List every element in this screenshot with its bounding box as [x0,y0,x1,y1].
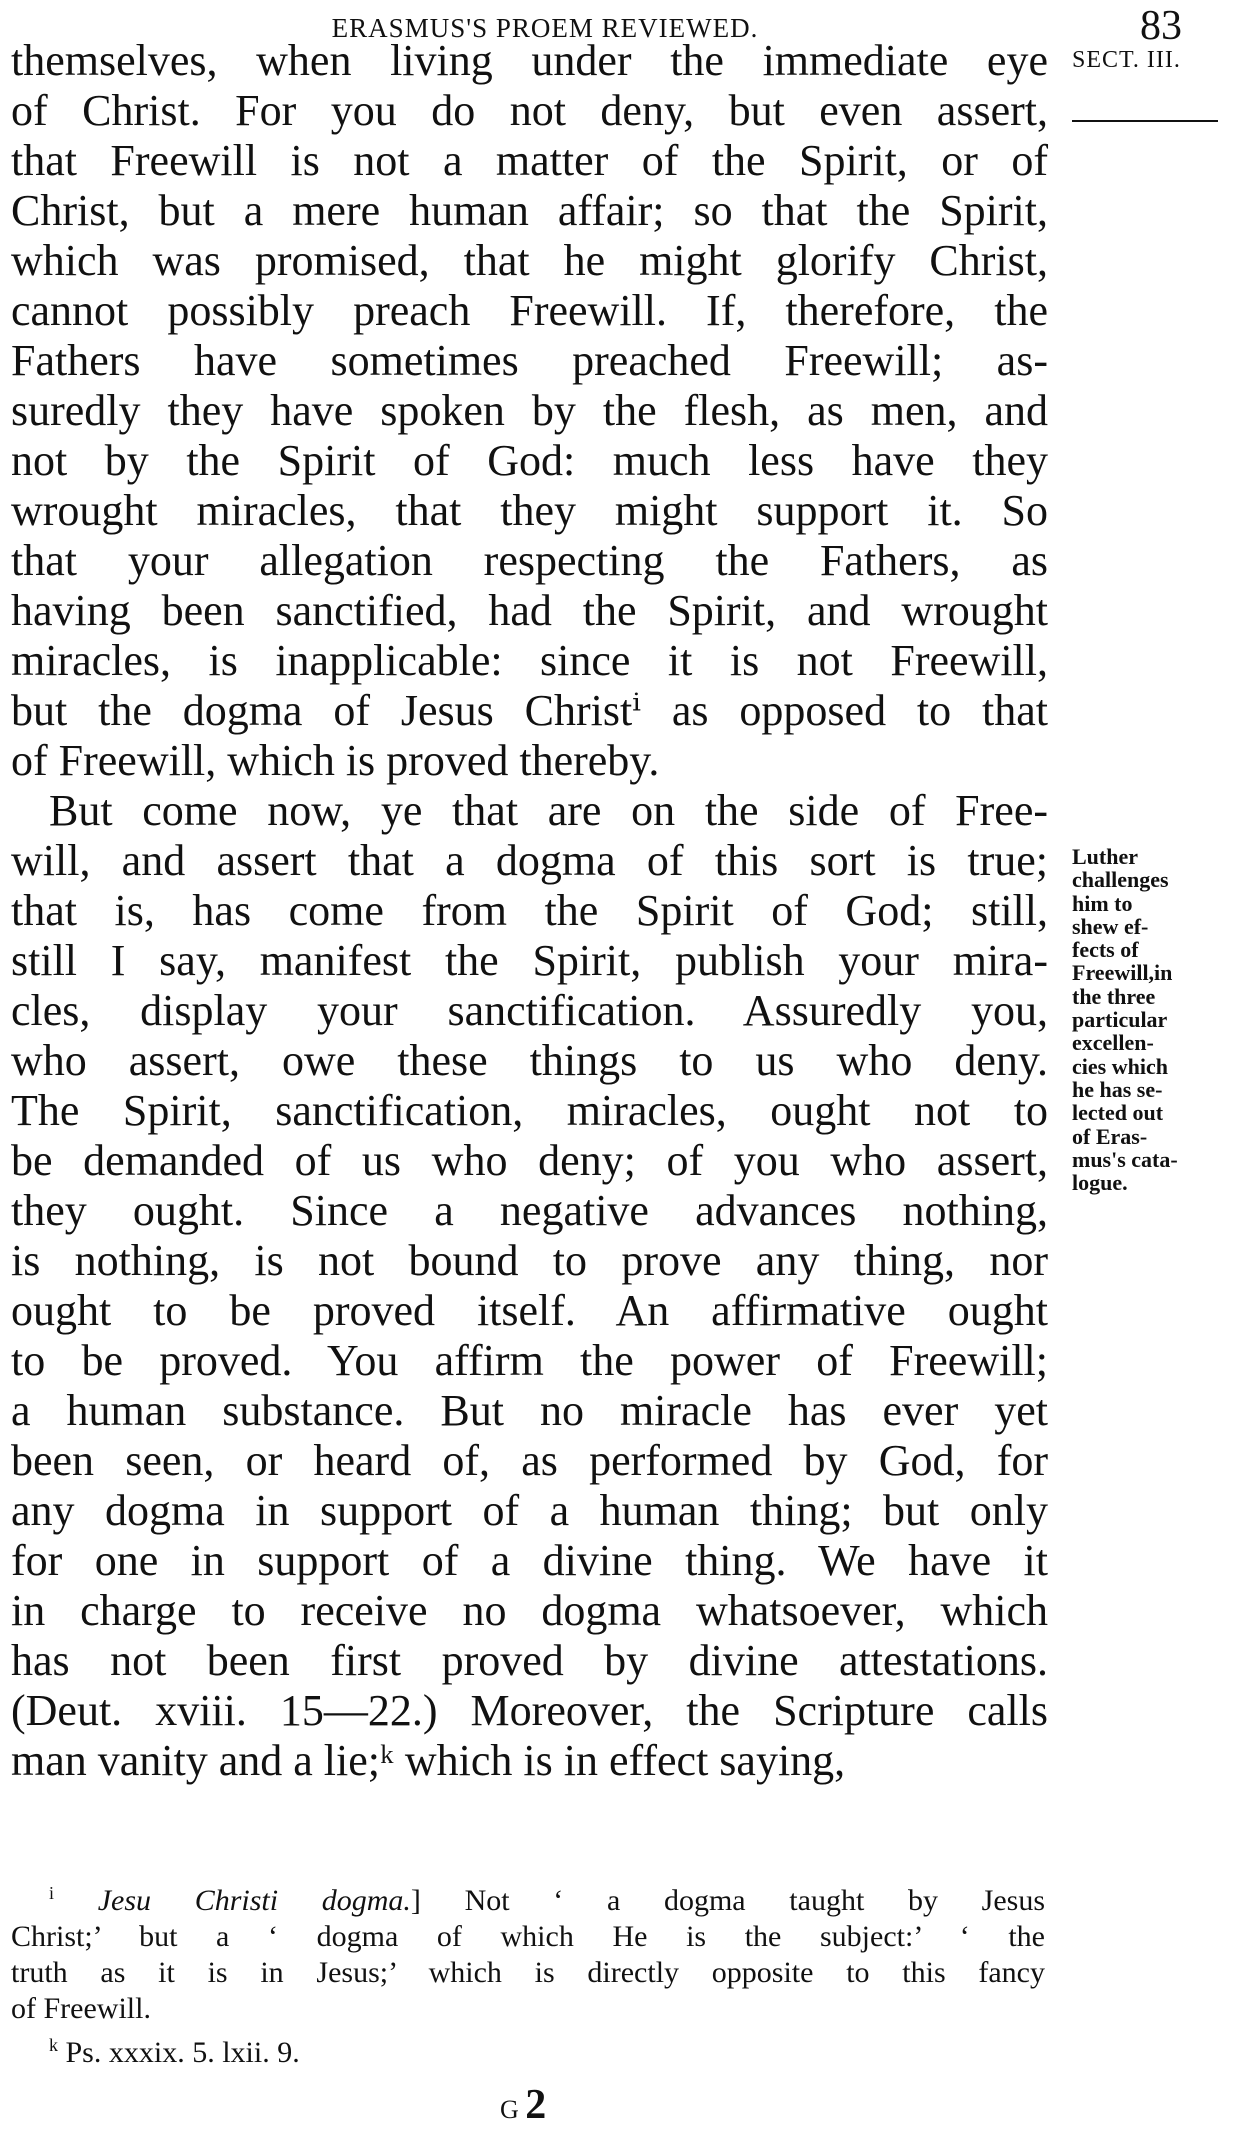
text-line: a human substance. But no miracle has ever yet [11,1386,1048,1435]
margin-note-line: Luther [1072,844,1138,869]
margin-note-line: logue. [1072,1170,1128,1196]
signature-letter: G [500,2095,519,2124]
main-text [11,36,1048,1786]
margin-note-line: he has se- [1072,1076,1163,1102]
footnote-marker: k [49,2035,58,2055]
text-line: wrought miracles, that they might support it. So [11,486,1048,535]
text-line: still I say, manifest the Spirit, publish your mira- [11,936,1048,985]
signature-number: 2 [525,2082,547,2128]
text-line: Christ, but a mere human affair; so that the Spirit, [11,186,1048,235]
text-line: will, and assert that a dogma of this sort is true; [11,836,1048,885]
text-line: suredly they have spoken by the flesh, as men, and [11,386,1048,435]
text-line: been seen, or heard of, as performed by God, for [11,1436,1048,1485]
text-line: cannot possibly preach Freewill. If, therefore, the [11,286,1048,335]
margin-note-line: particular [1072,1007,1168,1033]
text-line: man vanity and a lie;ᵏ which is in effect saying, [11,1736,846,1785]
text-line: that Freewill is not a matter of the Spirit, or of [11,136,1048,185]
text-line: for one in support of a divine thing. We have it [11,1536,1048,1585]
text-line: that is, has come from the Spirit of God; still, [11,886,1048,935]
text-line: to be proved. You affirm the power of Freewill; [11,1336,1048,1385]
footnotes [11,1875,1045,2071]
margin-note-line: cies which [1072,1053,1168,1079]
margin-note-line: of Eras- [1072,1123,1148,1149]
margin-note-line: Freewill,in [1072,960,1173,986]
footnote-latin: Jesu Christi dogma. [97,1884,411,1917]
text-line: who assert, owe these things to us who deny. [11,1036,1048,1085]
text-line: has not been first proved by divine attestations. [11,1636,1048,1685]
margin-note-line: excellen- [1072,1030,1154,1056]
text-line: any dogma in support of a human thing; but only [11,1486,1048,1535]
margin-note-line: lected out [1072,1100,1164,1126]
margin-note-line: him to [1072,890,1133,916]
running-title: ERASMUS'S PROEM REVIEWED. [331,13,759,43]
footnote-text: Ps. xxxix. 5. lxii. 9. [65,2036,300,2069]
footnote-i [11,1875,1045,1919]
text-line: having been sanctified, had the Spirit, and wrought [11,586,1048,635]
text-line: cles, display your sanctification. Assuredly you, [11,986,1048,1035]
section-rule [1072,120,1218,122]
margin-note [1072,845,1232,1194]
footnote-text: ] Not ‘ a dogma taught by Jesus [410,1884,1045,1917]
text-line: The Spirit, sanctification, miracles, ought not to [11,1086,1048,1135]
margin-note-line: mus's cata- [1072,1146,1178,1172]
text-line: of Christ. For you do not deny, but even assert, [11,86,1048,135]
section-label: SECT. III. [1072,47,1181,73]
text-line: (Deut. xviii. 15—22.) Moreover, the Scripture calls [11,1686,1048,1735]
text-line: be demanded of us who deny; of you who assert, [11,1136,1048,1185]
footnote-line: truth as it is in Jesus;’ which is directly opposite to this fancy [11,1956,1045,1989]
footnote-line: of Freewill. [11,1992,151,2025]
text-line: ought to be proved itself. An affirmative ought [11,1286,1048,1335]
text-line: they ought. Since a negative advances nothing, [11,1186,1048,1235]
margin-note-line: shew ef- [1072,913,1149,939]
footnote-k [11,2027,1045,2071]
margin-note-line: challenges [1072,867,1169,893]
footnote-marker: i [49,1883,55,1903]
text-line: is nothing, is not bound to prove any thing, nor [11,1236,1048,1285]
text-line: themselves, when living under the immediate eye [11,36,1048,85]
footnote-line: Christ;’ but a ‘ dogma of which He is the subject:’ ‘ the [11,1920,1045,1953]
margin-note-line: the three [1072,983,1156,1009]
page-number: 83 [1140,3,1182,49]
text-line: not by the Spirit of God: much less have they [11,436,1048,485]
margin-note-line: fects of [1072,937,1139,963]
text-line: of Freewill, which is proved thereby. [11,736,660,785]
text-line: but the dogma of Jesus Christⁱ as opposed to that [11,686,1048,735]
text-line: Fathers have sometimes preached Freewill; as- [11,336,1048,385]
text-line: But come now, ye that are on the side of Free- [49,786,1048,835]
text-line: which was promised, that he might glorify Christ, [11,236,1048,285]
text-line: miracles, is inapplicable: since it is not Freewill, [11,636,1048,685]
text-line: that your allegation respecting the Fathers, as [11,536,1048,585]
text-line: in charge to receive no dogma whatsoever, which [11,1586,1048,1635]
